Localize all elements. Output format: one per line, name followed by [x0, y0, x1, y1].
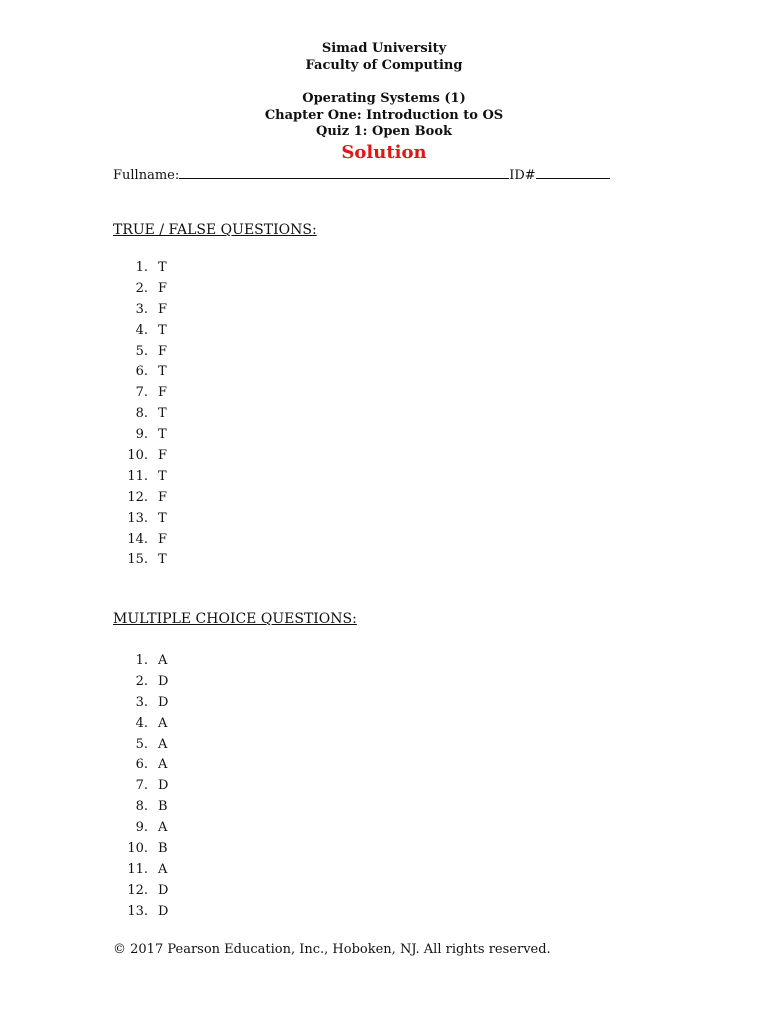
answer-value: D — [158, 694, 169, 710]
answer-value: A — [158, 820, 168, 836]
answer-value: F — [158, 448, 168, 464]
answer-value: T — [158, 260, 167, 275]
answer-item — [113, 902, 313, 923]
answer-value: T — [158, 510, 167, 526]
answer-number: 2. — [135, 280, 148, 296]
answer-number: 7. — [135, 778, 148, 794]
answer-value: T — [158, 322, 167, 338]
multiple-choice-answer-list — [113, 651, 313, 923]
fullname-field[interactable] — [179, 166, 509, 179]
answer-number: 7. — [135, 385, 148, 401]
answer-number: 9. — [135, 820, 148, 836]
answer-item — [113, 755, 313, 776]
answer-number: 6. — [135, 364, 148, 380]
answer-item — [113, 446, 313, 467]
answer-value: A — [158, 715, 168, 731]
answer-item — [113, 530, 313, 551]
answer-value: D — [158, 903, 169, 919]
answer-value: D — [158, 673, 169, 689]
answer-value: T — [158, 364, 167, 380]
answer-number: 3. — [135, 301, 148, 317]
answer-item — [113, 321, 313, 342]
answer-value: B — [158, 799, 168, 815]
answer-value: T — [158, 406, 167, 422]
answer-item — [113, 300, 313, 321]
answer-item — [113, 881, 313, 902]
answer-value: F — [158, 343, 168, 359]
answer-number: 12. — [127, 489, 148, 505]
answer-item — [113, 839, 313, 860]
answer-number: 8. — [135, 406, 148, 422]
answer-item — [113, 362, 313, 383]
answer-item — [113, 550, 313, 571]
chapter-title: Chapter One: Introduction to OS — [264, 108, 504, 123]
answer-number: 6. — [135, 757, 148, 773]
answer-item — [113, 279, 313, 300]
answer-number: 1. — [135, 260, 148, 275]
university-name: Simad University — [321, 41, 447, 56]
answer-item — [113, 797, 313, 818]
answer-item — [113, 651, 313, 672]
answer-item — [113, 425, 313, 446]
answer-number: 2. — [135, 673, 148, 689]
fullname-label: Fullname: — [113, 168, 180, 183]
true-false-heading: TRUE / FALSE QUESTIONS: — [113, 222, 317, 238]
answer-item — [113, 404, 313, 425]
answer-item — [113, 488, 313, 509]
answer-value: T — [158, 552, 167, 568]
answer-item — [113, 383, 313, 404]
answer-number: 11. — [127, 468, 148, 484]
answer-value: F — [158, 489, 168, 505]
answer-number: 14. — [127, 531, 148, 547]
answer-item — [113, 467, 313, 488]
answer-item — [113, 714, 313, 735]
answer-item — [113, 672, 313, 693]
answer-item — [113, 509, 313, 530]
answer-value: F — [158, 531, 168, 547]
answer-value: F — [158, 385, 168, 401]
answer-value: T — [158, 427, 167, 443]
id-field[interactable] — [536, 166, 610, 179]
answer-number: 11. — [127, 861, 148, 877]
answer-number: 13. — [127, 903, 148, 919]
answer-item — [113, 258, 313, 279]
answer-number: 1. — [135, 653, 148, 668]
answer-value: T — [158, 468, 167, 484]
answer-value: F — [158, 301, 168, 317]
answer-number: 3. — [135, 694, 148, 710]
answer-value: F — [158, 280, 168, 296]
faculty-name: Faculty of Computing — [305, 58, 463, 73]
multiple-choice-heading: MULTIPLE CHOICE QUESTIONS: — [113, 611, 357, 627]
answer-item — [113, 693, 313, 714]
answer-value: A — [158, 653, 168, 668]
answer-item — [113, 860, 313, 881]
answer-number: 5. — [135, 343, 148, 359]
copyright-notice: © 2017 Pearson Education, Inc., Hoboken, NJ. All rights reserved. — [113, 942, 551, 957]
answer-number: 10. — [127, 841, 148, 857]
name-id-row — [113, 166, 610, 184]
quiz-title: Quiz 1: Open Book — [316, 124, 452, 139]
answer-number: 12. — [127, 882, 148, 898]
answer-number: 15. — [127, 552, 148, 568]
answer-number: 9. — [135, 427, 148, 443]
answer-number: 13. — [127, 510, 148, 526]
answer-number: 10. — [127, 448, 148, 464]
answer-value: B — [158, 841, 168, 857]
answer-item — [113, 776, 313, 797]
answer-number: 8. — [135, 799, 148, 815]
answer-value: D — [158, 882, 169, 898]
answer-item — [113, 735, 313, 756]
answer-item — [113, 342, 313, 363]
answer-item — [113, 818, 313, 839]
answer-number: 4. — [135, 715, 148, 731]
answer-value: A — [158, 861, 168, 877]
answer-number: 5. — [135, 736, 148, 752]
answer-value: A — [158, 757, 168, 773]
id-label: ID# — [509, 168, 536, 183]
answer-value: D — [158, 778, 169, 794]
answer-value: A — [158, 736, 168, 752]
answer-number: 4. — [135, 322, 148, 338]
course-title: Operating Systems (1) — [302, 91, 466, 106]
true-false-answer-list — [113, 258, 313, 571]
solution-title: Solution — [341, 142, 427, 163]
